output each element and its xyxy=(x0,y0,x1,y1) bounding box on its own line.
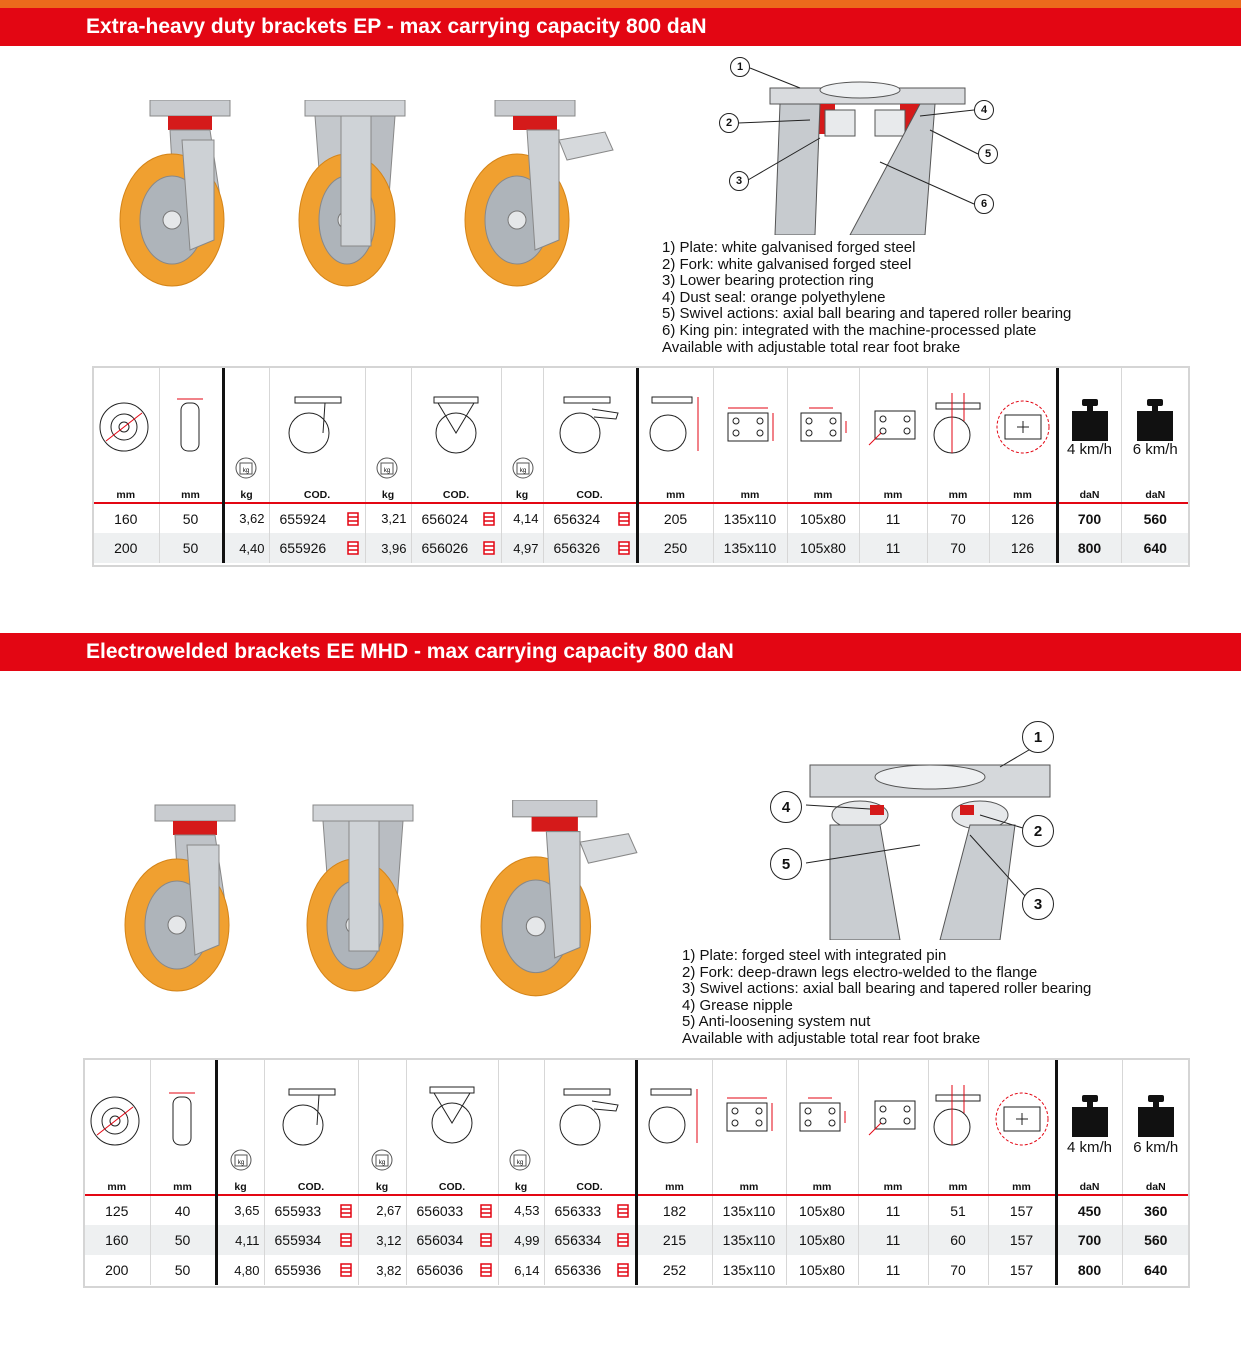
fixed-code-cell xyxy=(406,1255,498,1285)
s2-callout-4: 4 xyxy=(770,791,802,823)
fixed-code: 656036 xyxy=(416,1262,464,1278)
swivel-code: 655934 xyxy=(274,1232,322,1248)
spec-line: 5) Swivel actions: axial ball bearing and tapered roller bearing xyxy=(662,305,1072,323)
spec-line: 1) Plate: forged steel with integrated pin xyxy=(682,947,947,964)
speed-4kmh-label: 4 km/h xyxy=(1066,1139,1112,1156)
brake-code: 656336 xyxy=(554,1262,602,1278)
bolt-hole-spacing-icon-cell xyxy=(786,1059,858,1179)
capacity-4kmh: 800 xyxy=(1057,533,1121,563)
brake-code-cell xyxy=(543,533,637,563)
wheel-diameter-icon-cell xyxy=(93,367,159,487)
table-row xyxy=(93,533,1189,563)
kg-badge-cell xyxy=(498,1059,544,1179)
brake-code-cell xyxy=(544,1195,636,1225)
unit-cell: mm xyxy=(84,1179,150,1195)
unit-cell: mm xyxy=(859,487,927,503)
package-icon xyxy=(340,1263,352,1277)
fixed-code-cell xyxy=(406,1225,498,1255)
unit-cell: COD. xyxy=(264,1179,358,1195)
unit-cell: daN xyxy=(1057,487,1121,503)
brake-weight: 6,14 xyxy=(498,1255,544,1285)
overall-height: 252 xyxy=(636,1255,712,1285)
units-row xyxy=(93,487,1189,503)
bolt-hole-spacing-icon xyxy=(795,405,851,449)
brake-code: 656324 xyxy=(553,510,601,527)
unit-cell: COD. xyxy=(406,1179,498,1195)
brake-caster-icon xyxy=(558,1087,622,1147)
wheel-width: 50 xyxy=(159,503,223,533)
swivel-offset-icon xyxy=(930,391,986,455)
hole-spacing: 105x80 xyxy=(786,1225,858,1255)
table-row xyxy=(84,1255,1189,1285)
swivel-weight: 4,11 xyxy=(216,1225,264,1255)
unit-cell: kg xyxy=(365,487,411,503)
offset: 70 xyxy=(928,1255,988,1285)
swivel-radius: 157 xyxy=(988,1225,1056,1255)
s1-callout-6: 6 xyxy=(974,194,994,214)
package-icon xyxy=(483,512,495,526)
unit-cell: mm xyxy=(988,1179,1056,1195)
kg-weight-icon xyxy=(512,457,536,481)
s2-callout-5: 5 xyxy=(770,848,802,880)
s1-callout-5: 5 xyxy=(978,144,998,164)
bolt-hole-spacing-icon-cell xyxy=(787,367,859,487)
fixed-code: 656026 xyxy=(421,540,469,556)
swivel-code: 655924 xyxy=(279,510,327,527)
unit-cell: mm xyxy=(858,1179,928,1195)
swivel-code: 655936 xyxy=(274,1262,322,1278)
s2-callout-2: 2 xyxy=(1022,815,1054,847)
overall-height: 215 xyxy=(636,1225,712,1255)
bolt-hole-diameter-icon-cell xyxy=(859,367,927,487)
spec-line: Available with adjustable total rear foot brake xyxy=(662,338,961,356)
package-icon xyxy=(617,1263,629,1277)
brake-code-cell xyxy=(544,1255,636,1285)
plate-size: 135x110 xyxy=(713,503,787,533)
swivel-code-cell xyxy=(269,533,365,563)
capacity-6kmh-cell xyxy=(1122,1059,1189,1179)
overall-height-icon-cell xyxy=(636,1059,712,1179)
swivel-code-cell xyxy=(264,1255,358,1285)
units-row xyxy=(84,1179,1189,1195)
bolt-hole-spacing-icon xyxy=(794,1095,850,1139)
package-icon xyxy=(480,1263,492,1277)
fixed-weight: 3,82 xyxy=(358,1255,406,1285)
hole-spacing: 105x80 xyxy=(786,1255,858,1285)
capacity-4kmh: 700 xyxy=(1056,1225,1122,1255)
bolt-hole-diameter-icon xyxy=(865,405,921,449)
section2-title: Electrowelded brackets EE MHD - max carrying capacity 800 daN xyxy=(86,640,734,663)
package-icon xyxy=(340,1233,352,1247)
unit-cell: mm xyxy=(159,487,223,503)
swivel-offset-icon-cell xyxy=(927,367,989,487)
hole-diameter: 11 xyxy=(859,503,927,533)
speed-6kmh-label: 6 km/h xyxy=(1132,441,1178,458)
swivel-weight: 3,65 xyxy=(216,1195,264,1225)
package-icon xyxy=(618,512,630,526)
section1-title-banner xyxy=(0,8,1241,46)
speed-4kmh-label: 4 km/h xyxy=(1066,441,1112,458)
spec-line: Available with adjustable total rear foot brake xyxy=(682,1029,981,1047)
brake-code-cell xyxy=(543,503,637,533)
offset: 70 xyxy=(927,503,989,533)
fixed-code: 656034 xyxy=(416,1232,464,1248)
spec-line: 5) Anti-loosening system nut xyxy=(682,1013,871,1031)
unit-cell: mm xyxy=(150,1179,216,1195)
hole-diameter: 11 xyxy=(859,533,927,563)
unit-cell: daN xyxy=(1121,487,1189,503)
swivel-radius-icon xyxy=(994,1091,1050,1147)
offset: 70 xyxy=(927,533,989,563)
swivel-radius: 126 xyxy=(989,503,1057,533)
unit-cell: daN xyxy=(1056,1179,1122,1195)
kg-weight-icon xyxy=(235,457,259,481)
wheel-diameter-icon xyxy=(87,1091,147,1151)
fixed-weight: 3,21 xyxy=(365,503,411,533)
swivel-radius-icon xyxy=(995,399,1051,455)
fixed-code-cell xyxy=(406,1195,498,1225)
wheel-width: 50 xyxy=(150,1255,216,1285)
section2-spec-list xyxy=(682,948,1091,1048)
swivel-brake-caster-image xyxy=(455,100,625,290)
unit-cell: mm xyxy=(712,1179,786,1195)
capacity-6kmh: 360 xyxy=(1144,1202,1168,1219)
plate-dimension-icon xyxy=(722,405,778,449)
brake-weight: 4,53 xyxy=(498,1195,544,1225)
spec-line: 2) Fork: deep-drawn legs electro-welded to the flange xyxy=(682,963,1038,981)
kg-weight-icon xyxy=(371,1149,395,1173)
unit-cell: mm xyxy=(637,487,713,503)
swivel-weight: 4,40 xyxy=(223,533,269,563)
fixed-code-cell xyxy=(411,503,501,533)
swivel-caster-icon-cell xyxy=(264,1059,358,1179)
capacity-6kmh: 560 xyxy=(1122,1225,1189,1255)
wheel-diameter-icon xyxy=(96,397,156,457)
unit-cell: mm xyxy=(787,487,859,503)
plate-dimension-icon xyxy=(721,1095,777,1139)
package-icon xyxy=(347,512,359,526)
brake-caster-icon xyxy=(558,395,622,455)
wheel-width: 50 xyxy=(150,1225,216,1255)
table-row xyxy=(84,1225,1189,1255)
unit-cell: mm xyxy=(989,487,1057,503)
brake-code-cell xyxy=(544,1225,636,1255)
package-icon xyxy=(483,541,495,555)
capacity-6kmh: 640 xyxy=(1144,1262,1168,1278)
wheel-diameter: 125 xyxy=(84,1195,150,1225)
swivel-radius: 157 xyxy=(988,1195,1056,1225)
section1-spec-list xyxy=(662,240,1071,356)
wheel-width: 40 xyxy=(150,1195,216,1225)
wheel-diameter: 200 xyxy=(93,533,159,563)
kg-badge-cell xyxy=(365,367,411,487)
bolt-hole-diameter-icon-cell xyxy=(858,1059,928,1179)
bolt-hole-diameter-icon xyxy=(865,1095,921,1139)
capacity-4kmh-cell xyxy=(1056,1059,1122,1179)
offset: 51 xyxy=(928,1195,988,1225)
plate-size: 135x110 xyxy=(712,1225,786,1255)
unit-cell: kg xyxy=(223,487,269,503)
swivel-caster-image xyxy=(115,800,285,1000)
s1-callout-1: 1 xyxy=(730,57,750,77)
fixed-caster-image xyxy=(293,800,463,1000)
kg-badge-cell xyxy=(216,1059,264,1179)
brake-code: 656333 xyxy=(554,1202,602,1219)
fixed-code: 656033 xyxy=(416,1202,464,1219)
brake-weight: 4,99 xyxy=(498,1225,544,1255)
fixed-caster-icon-cell xyxy=(411,367,501,487)
unit-cell: mm xyxy=(927,487,989,503)
brake-code: 656326 xyxy=(553,540,601,556)
swivel-weight: 3,62 xyxy=(223,503,269,533)
offset: 60 xyxy=(928,1225,988,1255)
overall-height: 250 xyxy=(637,533,713,563)
hole-diameter: 11 xyxy=(858,1195,928,1225)
s2-callout-1: 1 xyxy=(1022,721,1054,753)
wheel-diameter-icon-cell xyxy=(84,1059,150,1179)
capacity-4kmh: 800 xyxy=(1056,1255,1122,1285)
package-icon xyxy=(617,1233,629,1247)
fixed-weight: 2,67 xyxy=(358,1195,406,1225)
wheel-diameter: 200 xyxy=(84,1255,150,1285)
kg-badge-cell xyxy=(501,367,543,487)
unit-cell: mm xyxy=(786,1179,858,1195)
package-icon xyxy=(340,1204,352,1218)
swivel-code: 655933 xyxy=(274,1202,322,1219)
hole-diameter: 11 xyxy=(858,1225,928,1255)
unit-cell: mm xyxy=(928,1179,988,1195)
brake-caster-icon-cell xyxy=(543,367,637,487)
overall-height-icon xyxy=(645,1087,705,1147)
fixed-caster-image xyxy=(285,100,455,290)
swivel-caster-icon-cell xyxy=(269,367,365,487)
unit-cell: daN xyxy=(1122,1179,1189,1195)
spec-line: 6) King pin: integrated with the machine-processed plate xyxy=(662,321,1037,339)
unit-cell: COD. xyxy=(543,487,637,503)
icon-header-row xyxy=(93,367,1189,487)
fixed-code: 656024 xyxy=(421,510,469,527)
section1-spec-table xyxy=(93,367,1189,563)
swivel-code-cell xyxy=(264,1225,358,1255)
plate-dimension-icon-cell xyxy=(713,367,787,487)
s1-callout-3: 3 xyxy=(729,171,749,191)
wheel-diameter: 160 xyxy=(93,503,159,533)
unit-cell: COD. xyxy=(544,1179,636,1195)
fixed-weight: 3,12 xyxy=(358,1225,406,1255)
brake-weight: 4,14 xyxy=(501,503,543,533)
fixed-weight: 3,96 xyxy=(365,533,411,563)
brake-code: 656334 xyxy=(554,1232,602,1248)
brake-caster-icon-cell xyxy=(544,1059,636,1179)
brake-weight: 4,97 xyxy=(501,533,543,563)
plate-size: 135x110 xyxy=(712,1255,786,1285)
swivel-radius: 126 xyxy=(989,533,1057,563)
capacity-4kmh: 700 xyxy=(1057,503,1121,533)
unit-cell: COD. xyxy=(411,487,501,503)
fixed-caster-icon xyxy=(426,395,486,455)
fixed-caster-icon-cell xyxy=(406,1059,498,1179)
overall-height-icon xyxy=(646,395,706,455)
table-row xyxy=(93,503,1189,533)
unit-cell: COD. xyxy=(269,487,365,503)
swivel-caster-icon xyxy=(287,395,347,455)
swivel-offset-icon xyxy=(930,1083,986,1147)
package-icon xyxy=(347,541,359,555)
kg-weight-icon xyxy=(376,457,400,481)
unit-cell: mm xyxy=(93,487,159,503)
kg-weight-icon xyxy=(230,1149,254,1173)
capacity-6kmh: 560 xyxy=(1143,510,1167,527)
unit-cell: kg xyxy=(358,1179,406,1195)
spec-line: 3) Swivel actions: axial ball bearing and tapered roller bearing xyxy=(682,980,1092,998)
spec-line: 4) Dust seal: orange polyethylene xyxy=(662,288,886,306)
plate-dimension-icon-cell xyxy=(712,1059,786,1179)
fixed-code-cell xyxy=(411,533,501,563)
hole-diameter: 11 xyxy=(858,1255,928,1285)
swivel-caster-image xyxy=(110,100,280,290)
speed-6kmh-label: 6 km/h xyxy=(1133,1139,1179,1156)
package-icon xyxy=(480,1233,492,1247)
overall-height: 205 xyxy=(637,503,713,533)
s1-callout-2: 2 xyxy=(719,113,739,133)
capacity-6kmh: 640 xyxy=(1121,533,1189,563)
s2-callout-3: 3 xyxy=(1022,888,1054,920)
spec-line: 4) Grease nipple xyxy=(682,996,793,1014)
unit-cell: mm xyxy=(636,1179,712,1195)
swivel-offset-icon-cell xyxy=(928,1059,988,1179)
wheel-width: 50 xyxy=(159,533,223,563)
kg-badge-cell xyxy=(223,367,269,487)
hole-spacing: 105x80 xyxy=(787,533,859,563)
fixed-caster-icon xyxy=(422,1085,482,1145)
table-row xyxy=(84,1195,1189,1225)
swivel-brake-caster-image xyxy=(470,800,650,1000)
capacity-4kmh: 450 xyxy=(1056,1195,1122,1225)
kg-badge-cell xyxy=(358,1059,406,1179)
spec-line: 3) Lower bearing protection ring xyxy=(662,272,874,290)
plate-size: 135x110 xyxy=(713,533,787,563)
capacity-4kmh-cell xyxy=(1057,367,1121,487)
swivel-caster-icon xyxy=(281,1087,341,1147)
section2-spec-table xyxy=(84,1059,1189,1285)
wheel-width-icon xyxy=(163,1089,203,1149)
wheel-width-icon-cell xyxy=(150,1059,216,1179)
section2-title-banner xyxy=(0,633,1241,671)
weight-6kmh-icon xyxy=(1135,399,1175,443)
plate-size: 135x110 xyxy=(712,1195,786,1225)
weight-4kmh-icon xyxy=(1070,1095,1110,1139)
unit-cell: kg xyxy=(498,1179,544,1195)
weight-6kmh-icon xyxy=(1136,1095,1176,1139)
top-accent-line xyxy=(0,0,1241,8)
package-icon xyxy=(618,541,630,555)
weight-4kmh-icon xyxy=(1070,399,1110,443)
wheel-width-icon xyxy=(171,395,211,455)
swivel-weight: 4,80 xyxy=(216,1255,264,1285)
swivel-radius-icon-cell xyxy=(989,367,1057,487)
unit-cell: kg xyxy=(216,1179,264,1195)
section1-exploded-diagram xyxy=(720,50,1010,235)
section1-caster-photos xyxy=(110,100,650,300)
swivel-code-cell xyxy=(264,1195,358,1225)
hole-spacing: 105x80 xyxy=(787,503,859,533)
swivel-code: 655926 xyxy=(279,540,327,556)
overall-height-icon-cell xyxy=(637,367,713,487)
wheel-width-icon-cell xyxy=(159,367,223,487)
unit-cell: kg xyxy=(501,487,543,503)
spec-line: 2) Fork: white galvanised forged steel xyxy=(662,255,912,273)
unit-cell: mm xyxy=(713,487,787,503)
swivel-radius-icon-cell xyxy=(988,1059,1056,1179)
capacity-6kmh-cell xyxy=(1121,367,1189,487)
spec-line: 1) Plate: white galvanised forged steel xyxy=(662,239,916,256)
package-icon xyxy=(480,1204,492,1218)
overall-height: 182 xyxy=(636,1195,712,1225)
wheel-diameter: 160 xyxy=(84,1225,150,1255)
swivel-code-cell xyxy=(269,503,365,533)
section2-caster-photos xyxy=(115,800,675,1010)
kg-weight-icon xyxy=(509,1149,533,1173)
package-icon xyxy=(617,1204,629,1218)
section1-title: Extra-heavy duty brackets EP - max carrying capacity 800 daN xyxy=(86,15,707,38)
hole-spacing: 105x80 xyxy=(786,1195,858,1225)
icon-header-row xyxy=(84,1059,1189,1179)
swivel-radius: 157 xyxy=(988,1255,1056,1285)
s1-callout-4: 4 xyxy=(974,100,994,120)
